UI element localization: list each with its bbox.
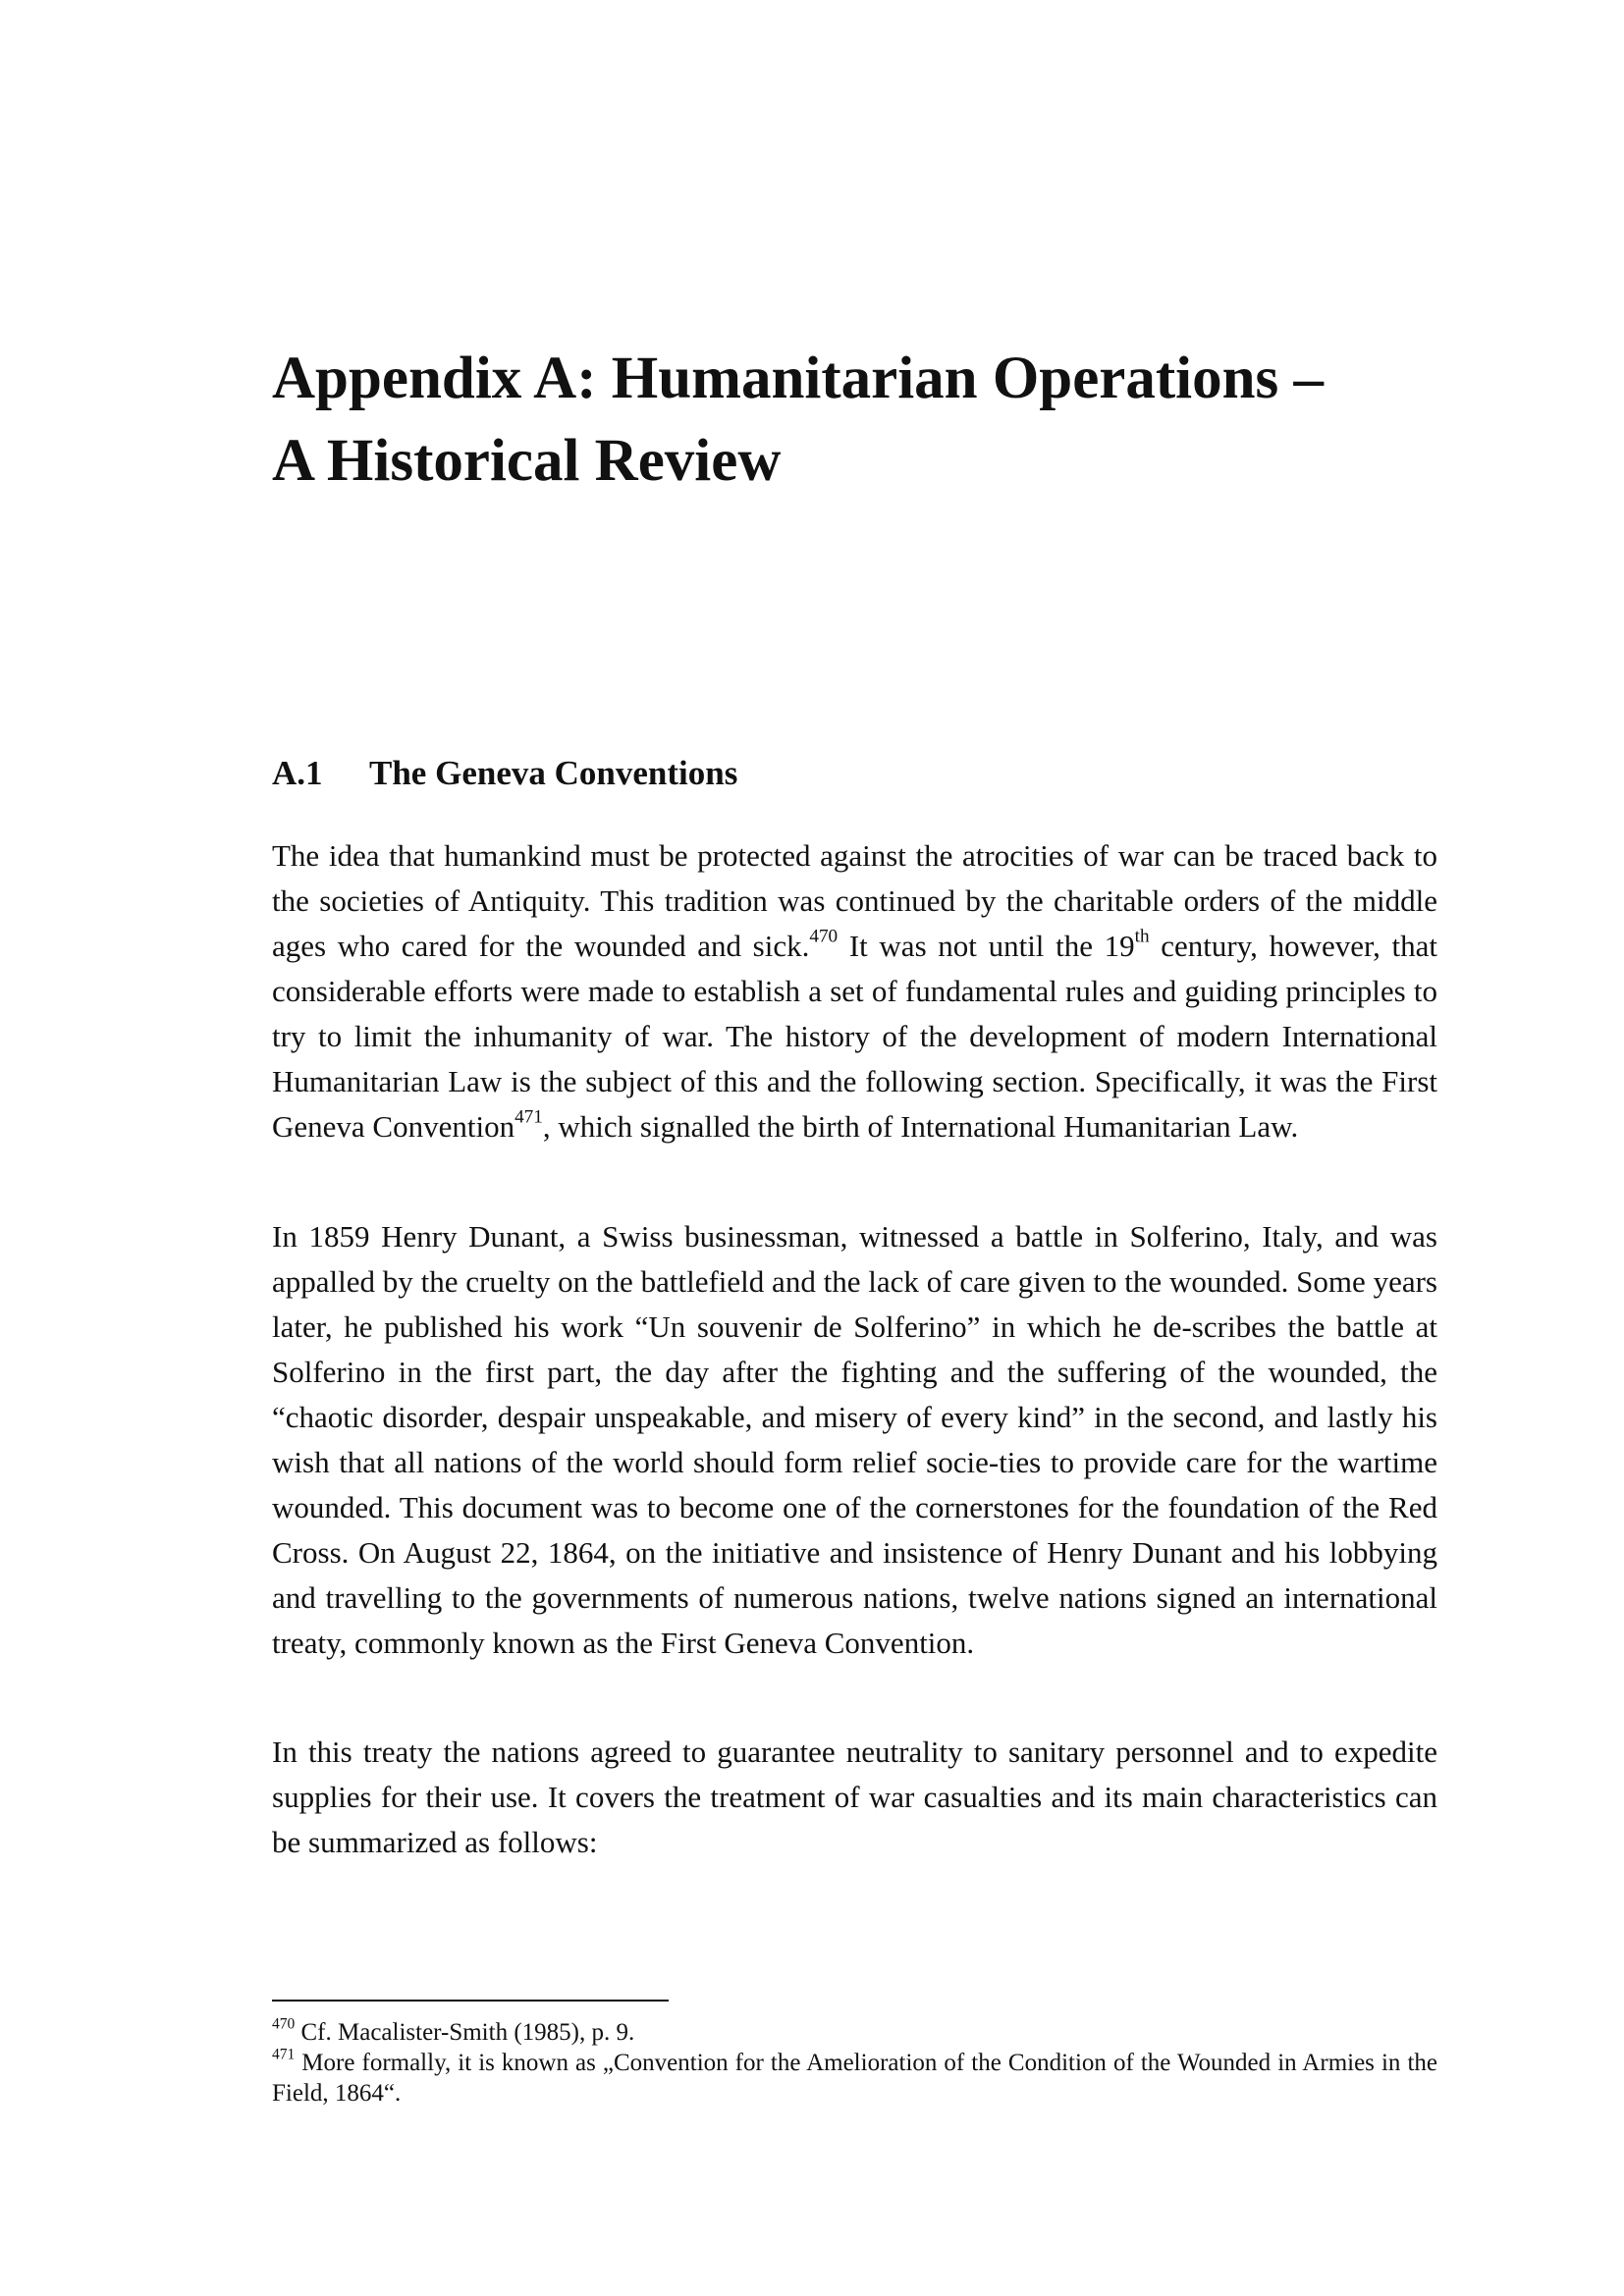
footnote-separator xyxy=(272,2000,669,2002)
footnote-text: More formally, it is known as „Convention for the Amelioration of the Condition of the Wounded in Armies in the Field, 1864“. xyxy=(272,2050,1437,2107)
footnote-number: 471 xyxy=(272,2046,296,2063)
chapter-title-line-1: Appendix A: Humanitarian Operations – xyxy=(272,346,1325,411)
section-title: The Geneva Conventions xyxy=(369,754,738,792)
footnotes xyxy=(272,2017,1437,2109)
paragraph-1-text-b: It was not until the 19 xyxy=(838,929,1135,963)
paragraph-1 xyxy=(272,833,1437,1149)
footnote-ref-470: 470 xyxy=(809,926,839,947)
footnote-470 xyxy=(272,2017,1437,2048)
footnote-text: Cf. Macalister-Smith (1985), p. 9. xyxy=(300,2019,635,2046)
section-heading xyxy=(272,752,737,795)
paragraph-2: In 1859 Henry Dunant, a Swiss businessman, witnessed a battle in Solferino, Italy, and was appalled by the cruelty on the battlefield and the lack of care given to the wounded. Some years later, he published his work “Un souvenir de Solferino” in which he de-scribes the battle at Solferino in the first part, the day after the fighting and the suffering of the wounded, the “chaotic disorder, despair unspeakable, and misery of every kind” in the second, and lastly his wish that all nations of the world should form relief socie-ties to provide care for the wartime wounded. This document was to become one of the cornerstones for the foundation of the Red Cross. On August 22, 1864, on the initiative and insistence of Henry Dunant and his lobbying and travelling to the governments of numerous nations, twelve nations signed an international treaty, commonly known as the First Geneva Convention. xyxy=(272,1219,1437,1660)
footnote-number: 470 xyxy=(272,2015,296,2033)
section-number: A.1 xyxy=(272,754,323,792)
chapter-title-line-2: A Historical Review xyxy=(272,428,782,494)
paragraph-1-text-c: century, however, that considerable efforts were made to establish a set of fundamental rules and guiding principles to try to limit the inhumanity of war. The history of the development of modern International Humanitarian Law is the subject of this and the following section. Specifically, it was the First Geneva Convention xyxy=(272,929,1437,1144)
paragraph-1-text-d: , which signalled the birth of International Humanitarian Law. xyxy=(542,1109,1299,1144)
paragraph-1-text-a: The idea that humankind must be protected against the atrocities of war can be traced back to the societies of Antiquity. This tradition was continued by the charitable orders of the middle ages who cared for the wounded and sick. xyxy=(272,838,1437,963)
chapter-title xyxy=(272,338,1450,503)
paragraph-3: In this treaty the nations agreed to guarantee neutrality to sanitary personnel and to expedite supplies for their use. It covers the treatment of war casualties and its main characteristics can be summarized as follows: xyxy=(272,1735,1437,1859)
ordinal-suffix: th xyxy=(1134,926,1150,947)
footnote-ref-471: 471 xyxy=(514,1106,543,1128)
footnote-471 xyxy=(272,2048,1437,2109)
